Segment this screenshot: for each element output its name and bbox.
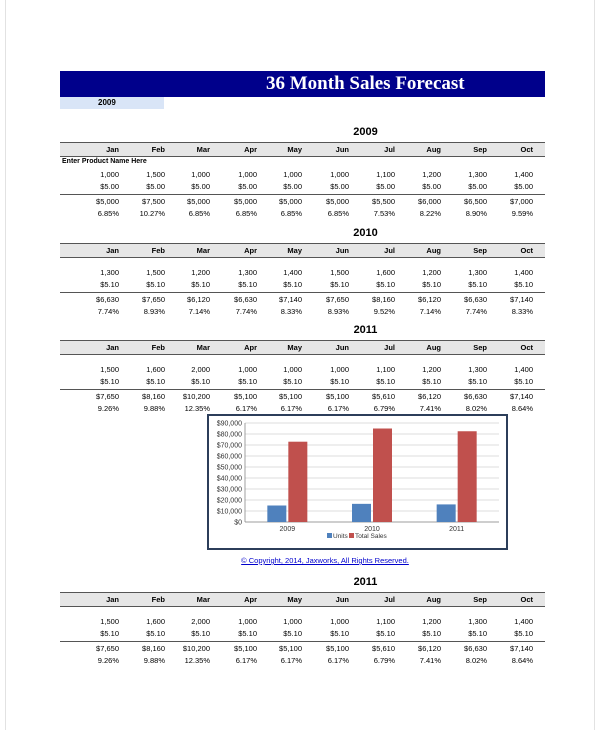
month-header-mar: Mar: [196, 595, 210, 604]
price-cell: $5.10: [191, 629, 210, 638]
percent-cell: 7.14%: [419, 307, 441, 316]
month-header-row: [60, 340, 545, 355]
price-cell: $5.10: [283, 280, 302, 289]
month-header-sep: Sep: [473, 145, 487, 154]
section-year-label: 2011: [353, 576, 378, 588]
units-cell: 1,400: [514, 170, 533, 179]
percent-cell: 9.52%: [373, 307, 395, 316]
total-cell: $7,650: [96, 644, 119, 653]
y-tick-label: $30,000: [216, 486, 242, 494]
percent-cell: 12.35%: [184, 404, 210, 413]
percent-row: [60, 656, 545, 667]
month-header-jan: Jan: [106, 343, 119, 352]
price-cell: $5.10: [100, 629, 119, 638]
total-cell: $7,500: [142, 197, 165, 206]
page-title: 36 Month Sales Forecast: [266, 73, 465, 94]
units-cell: 1,200: [422, 170, 441, 179]
percent-cell: 6.17%: [327, 404, 349, 413]
units-cell: 1,500: [146, 170, 165, 179]
total-cell: $5,100: [234, 644, 257, 653]
total-cell: $6,630: [96, 295, 119, 304]
percent-cell: 8.22%: [419, 209, 441, 218]
price-cell: $5.10: [514, 629, 533, 638]
units-row: [60, 365, 545, 376]
units-cell: 1,000: [283, 617, 302, 626]
y-tick-label: $90,000: [216, 420, 242, 428]
month-header-oct: Oct: [520, 343, 533, 352]
percent-cell: 8.64%: [511, 656, 533, 665]
percent-cell: 10.27%: [139, 209, 165, 218]
percent-cell: 8.90%: [465, 209, 487, 218]
month-header-oct: Oct: [520, 595, 533, 604]
total-cell: $6,630: [464, 644, 487, 653]
percent-cell: 6.17%: [235, 404, 257, 413]
total-cell: $8,160: [142, 644, 165, 653]
units-cell: 1,000: [191, 170, 210, 179]
x-tick-label: 2009: [279, 526, 296, 533]
y-tick-label: $20,000: [216, 497, 242, 505]
price-cell: $5.10: [330, 280, 349, 289]
section-year-title: [60, 324, 545, 336]
month-header-jun: Jun: [335, 145, 349, 154]
total-cell: $6,120: [418, 644, 441, 653]
percent-cell: 6.85%: [327, 209, 349, 218]
units-cell: 1,500: [330, 268, 349, 277]
month-header-jun: Jun: [335, 246, 349, 255]
bar-total-sales-2009: [288, 442, 307, 522]
price-cell: $5.10: [330, 629, 349, 638]
total-cell: $5,610: [372, 644, 395, 653]
price-cell: $5.10: [146, 629, 165, 638]
price-cell: $5.10: [468, 377, 487, 386]
total-cell: $6,120: [187, 295, 210, 304]
copyright-text[interactable]: © Copyright, 2014, Jaxworks, All Rights Reserved.: [241, 556, 409, 565]
month-header-apr: Apr: [244, 343, 257, 352]
units-cell: 1,600: [376, 268, 395, 277]
units-cell: 1,300: [468, 365, 487, 374]
price-cell: $5.00: [330, 182, 349, 191]
price-cell: $5.10: [100, 280, 119, 289]
month-header-row: [60, 592, 545, 607]
price-cell: $5.10: [238, 629, 257, 638]
y-tick-label: $10,000: [216, 508, 242, 516]
units-cell: 1,000: [238, 365, 257, 374]
forecast-section-4: [60, 576, 545, 666]
units-row: [60, 170, 545, 181]
total-cell: $5,100: [326, 392, 349, 401]
percent-cell: 7.41%: [419, 404, 441, 413]
forecast-section-2: [60, 227, 545, 317]
month-header-feb: Feb: [151, 343, 165, 352]
section-year-label: 2011: [353, 324, 378, 336]
total-cell: $5,100: [234, 392, 257, 401]
total-cell: $7,000: [510, 197, 533, 206]
price-cell: $5.00: [100, 182, 119, 191]
price-row: [60, 629, 545, 640]
units-cell: 1,000: [330, 617, 349, 626]
month-header-jun: Jun: [335, 595, 349, 604]
units-cell: 1,300: [100, 268, 119, 277]
month-header-jul: Jul: [384, 145, 395, 154]
units-cell: 1,200: [422, 617, 441, 626]
total-cell: $5,000: [326, 197, 349, 206]
y-tick-label: $40,000: [216, 475, 242, 483]
total-cell: $6,630: [464, 392, 487, 401]
total-cell: $5,000: [187, 197, 210, 206]
y-tick-label: $50,000: [216, 464, 242, 472]
total-cell: $5,000: [234, 197, 257, 206]
price-cell: $5.10: [283, 377, 302, 386]
month-header-apr: Apr: [244, 246, 257, 255]
units-cell: 1,600: [146, 365, 165, 374]
units-cell: 1,000: [330, 365, 349, 374]
total-cell: $5,610: [372, 392, 395, 401]
price-cell: $5.10: [514, 280, 533, 289]
month-header-aug: Aug: [426, 595, 441, 604]
month-header-jul: Jul: [384, 343, 395, 352]
price-cell: $5.10: [422, 629, 441, 638]
total-cell: $5,000: [279, 197, 302, 206]
units-cell: 1,300: [468, 617, 487, 626]
month-header-mar: Mar: [196, 145, 210, 154]
bar-total-sales-2010: [373, 429, 392, 523]
percent-cell: 7.74%: [235, 307, 257, 316]
forecast-section-3: [60, 324, 545, 414]
month-header-may: May: [287, 343, 302, 352]
total-cell: $7,140: [510, 644, 533, 653]
total-cell: $6,120: [418, 392, 441, 401]
percent-cell: 6.85%: [188, 209, 210, 218]
total-row: [60, 197, 545, 208]
total-row: [60, 295, 545, 306]
percent-cell: 6.85%: [235, 209, 257, 218]
price-cell: $5.10: [100, 377, 119, 386]
price-cell: $5.10: [376, 629, 395, 638]
month-header-oct: Oct: [520, 246, 533, 255]
bar-units-2010: [352, 504, 371, 522]
price-cell: $5.10: [514, 377, 533, 386]
units-row: [60, 617, 545, 628]
month-header-jun: Jun: [335, 343, 349, 352]
month-header-feb: Feb: [151, 145, 165, 154]
percent-cell: 9.26%: [97, 656, 119, 665]
price-cell: $5.10: [422, 377, 441, 386]
price-cell: $5.00: [238, 182, 257, 191]
percent-row: [60, 209, 545, 220]
percent-cell: 12.35%: [184, 656, 210, 665]
month-header-jan: Jan: [106, 145, 119, 154]
price-cell: $5.10: [191, 280, 210, 289]
percent-row: [60, 307, 545, 318]
price-cell: $5.10: [376, 377, 395, 386]
total-cell: $7,140: [510, 295, 533, 304]
total-cell: $6,630: [234, 295, 257, 304]
price-cell: $5.00: [468, 182, 487, 191]
month-header-feb: Feb: [151, 595, 165, 604]
month-header-may: May: [287, 595, 302, 604]
units-cell: 1,000: [100, 170, 119, 179]
units-cell: 1,300: [238, 268, 257, 277]
month-header-aug: Aug: [426, 343, 441, 352]
subtotal-divider: [60, 641, 545, 642]
percent-cell: 6.79%: [373, 404, 395, 413]
chart-svg: [209, 416, 506, 548]
total-row: [60, 392, 545, 403]
total-cell: $10,200: [182, 392, 210, 401]
percent-cell: 6.17%: [235, 656, 257, 665]
page-edge-right: [594, 0, 595, 730]
percent-cell: 8.02%: [465, 404, 487, 413]
bar-units-2011: [437, 504, 456, 522]
total-cell: $7,650: [96, 392, 119, 401]
units-cell: 1,400: [283, 268, 302, 277]
percent-cell: 6.85%: [97, 209, 119, 218]
units-cell: 1,000: [330, 170, 349, 179]
percent-cell: 8.33%: [511, 307, 533, 316]
month-header-feb: Feb: [151, 246, 165, 255]
units-cell: 1,100: [376, 365, 395, 374]
units-cell: 1,400: [514, 617, 533, 626]
units-cell: 1,600: [146, 617, 165, 626]
percent-cell: 7.41%: [419, 656, 441, 665]
price-row: [60, 377, 545, 388]
units-cell: 1,000: [283, 170, 302, 179]
price-cell: $5.00: [376, 182, 395, 191]
month-header-row: [60, 243, 545, 258]
total-cell: $5,100: [279, 644, 302, 653]
y-tick-label: $60,000: [216, 453, 242, 461]
total-cell: $7,650: [326, 295, 349, 304]
price-cell: $5.00: [422, 182, 441, 191]
total-cell: $8,160: [142, 392, 165, 401]
price-row: [60, 280, 545, 291]
percent-cell: 8.64%: [511, 404, 533, 413]
price-cell: $5.10: [191, 377, 210, 386]
section-year-label: 2009: [353, 126, 378, 138]
units-cell: 2,000: [191, 617, 210, 626]
units-cell: 1,300: [468, 268, 487, 277]
total-cell: $6,120: [418, 295, 441, 304]
percent-cell: 9.59%: [511, 209, 533, 218]
y-tick-label: $80,000: [216, 431, 242, 439]
year-input-cell[interactable]: [60, 97, 164, 109]
units-cell: 1,500: [146, 268, 165, 277]
percent-cell: 8.93%: [327, 307, 349, 316]
units-cell: 1,200: [422, 365, 441, 374]
price-cell: $5.00: [191, 182, 210, 191]
month-header-mar: Mar: [196, 343, 210, 352]
total-cell: $7,140: [510, 392, 533, 401]
total-row: [60, 644, 545, 655]
price-row: [60, 182, 545, 193]
percent-cell: 6.79%: [373, 656, 395, 665]
total-cell: $5,100: [326, 644, 349, 653]
month-header-may: May: [287, 145, 302, 154]
month-header-jul: Jul: [384, 595, 395, 604]
month-header-mar: Mar: [196, 246, 210, 255]
legend-label-units: Units: [333, 533, 348, 540]
price-cell: $5.10: [376, 280, 395, 289]
year-value: 2009: [98, 98, 116, 107]
percent-cell: 6.17%: [327, 656, 349, 665]
price-cell: $5.10: [422, 280, 441, 289]
units-cell: 1,400: [514, 365, 533, 374]
section-year-label: 2010: [353, 227, 378, 239]
units-cell: 1,200: [422, 268, 441, 277]
subtotal-divider: [60, 389, 545, 390]
total-cell: $5,100: [279, 392, 302, 401]
bar-total-sales-2011: [458, 431, 477, 522]
units-cell: 2,000: [191, 365, 210, 374]
month-header-sep: Sep: [473, 246, 487, 255]
units-cell: 1,000: [238, 617, 257, 626]
total-cell: $6,630: [464, 295, 487, 304]
section-year-title: [60, 576, 545, 588]
price-cell: $5.10: [146, 280, 165, 289]
month-header-sep: Sep: [473, 595, 487, 604]
copyright-link[interactable]: [0, 556, 600, 565]
total-cell: $7,650: [142, 295, 165, 304]
y-tick-label: $70,000: [216, 442, 242, 450]
price-cell: $5.10: [468, 629, 487, 638]
month-header-jan: Jan: [106, 595, 119, 604]
month-header-may: May: [287, 246, 302, 255]
y-tick-label: $0: [234, 519, 242, 527]
forecast-section-1: [60, 126, 545, 216]
price-cell: $5.10: [468, 280, 487, 289]
month-header-sep: Sep: [473, 343, 487, 352]
percent-cell: 6.85%: [280, 209, 302, 218]
price-cell: $5.00: [146, 182, 165, 191]
month-header-apr: Apr: [244, 145, 257, 154]
total-cell: $7,140: [279, 295, 302, 304]
percent-cell: 9.26%: [97, 404, 119, 413]
total-cell: $5,000: [96, 197, 119, 206]
subtotal-divider: [60, 292, 545, 293]
x-tick-label: 2010: [364, 526, 380, 533]
units-cell: 1,400: [514, 268, 533, 277]
percent-cell: 9.88%: [143, 656, 165, 665]
units-cell: 1,000: [238, 170, 257, 179]
price-cell: $5.10: [283, 629, 302, 638]
units-cell: 1,000: [283, 365, 302, 374]
percent-cell: 8.93%: [143, 307, 165, 316]
price-cell: $5.10: [238, 280, 257, 289]
percent-cell: 6.17%: [280, 656, 302, 665]
month-header-row: [60, 142, 545, 157]
units-cell: 1,100: [376, 617, 395, 626]
percent-cell: 7.14%: [188, 307, 210, 316]
section-year-title: [60, 227, 545, 239]
bar-units-2009: [267, 506, 286, 523]
total-cell: $5,500: [372, 197, 395, 206]
units-cell: 1,500: [100, 617, 119, 626]
price-cell: $5.00: [283, 182, 302, 191]
month-header-aug: Aug: [426, 145, 441, 154]
page-edge-left: [5, 0, 6, 730]
legend-swatch-units: [327, 533, 332, 538]
units-cell: 1,100: [376, 170, 395, 179]
price-cell: $5.10: [238, 377, 257, 386]
percent-cell: 9.88%: [143, 404, 165, 413]
total-cell: $6,000: [418, 197, 441, 206]
price-cell: $5.10: [330, 377, 349, 386]
percent-cell: 6.17%: [280, 404, 302, 413]
total-cell: $8,160: [372, 295, 395, 304]
x-tick-label: 2011: [449, 526, 465, 533]
month-header-jul: Jul: [384, 246, 395, 255]
percent-cell: 7.53%: [373, 209, 395, 218]
units-cell: 1,500: [100, 365, 119, 374]
subtotal-divider: [60, 194, 545, 195]
month-header-jan: Jan: [106, 246, 119, 255]
units-cell: 1,200: [191, 268, 210, 277]
legend-label-total-sales: Total Sales: [355, 533, 387, 540]
total-cell: $10,200: [182, 644, 210, 653]
legend-swatch-total-sales: [349, 533, 354, 538]
month-header-oct: Oct: [520, 145, 533, 154]
section-year-title: [60, 126, 545, 138]
units-row: [60, 268, 545, 279]
percent-cell: 8.33%: [280, 307, 302, 316]
percent-cell: 8.02%: [465, 656, 487, 665]
total-cell: $6,500: [464, 197, 487, 206]
month-header-aug: Aug: [426, 246, 441, 255]
title-banner: [60, 71, 545, 97]
units-cell: 1,300: [468, 170, 487, 179]
price-cell: $5.00: [514, 182, 533, 191]
price-cell: $5.10: [146, 377, 165, 386]
sales-chart: [207, 414, 508, 550]
percent-cell: 7.74%: [465, 307, 487, 316]
product-name-label[interactable]: Enter Product Name Here: [62, 158, 147, 165]
percent-cell: 7.74%: [97, 307, 119, 316]
month-header-apr: Apr: [244, 595, 257, 604]
